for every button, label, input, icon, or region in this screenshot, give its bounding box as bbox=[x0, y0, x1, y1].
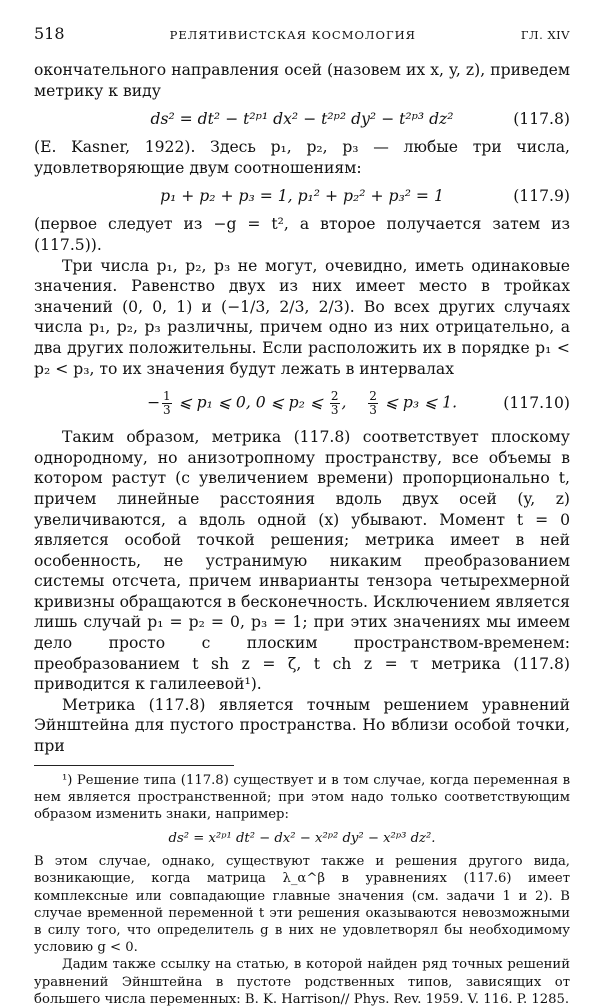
running-head bbox=[34, 24, 570, 46]
book-page bbox=[34, 24, 570, 1008]
equation-number: (117.8) bbox=[513, 109, 570, 128]
chapter-title: РЕЛЯТИВИСТСКАЯ КОСМОЛОГИЯ bbox=[169, 28, 416, 42]
eq-part: − bbox=[146, 393, 161, 412]
equation-117-10 bbox=[34, 379, 570, 427]
page-number: 518 bbox=[34, 24, 65, 43]
equation-body: ds² = dt² − t²ᵖ¹ dx² − t²ᵖ² dy² − t²ᵖ³ dz² bbox=[150, 109, 454, 128]
paragraph: Метрика (117.8) является точным решением уравнений Эйнштейна для пустого пространства. Но вблизи особой точки, при bbox=[34, 695, 570, 756]
equation-body bbox=[147, 390, 457, 417]
equation-117-8 bbox=[34, 101, 570, 137]
eq-part: , bbox=[341, 393, 347, 412]
footnote-paragraph: В этом случае, однако, существуют также и решения другого вида, возникающие, когда матрица λ_α^β в уравнениях (117.6) имеет комплексные или совпадающие главные значения (см. задачи 1 и 2). В случае временной переменной t эти решения оказываются невозможными в силу того, что определитель g в них не удовлетворял бы необходимому условию g < 0. bbox=[34, 854, 570, 956]
paragraph: окончательного направления осей (назовем их x, y, z), приведем метрику к виду bbox=[34, 61, 570, 100]
fraction-one-third: $\frac{1}{3}$ bbox=[163, 388, 171, 417]
footnote-paragraph: Дадим также ссылку на статью, в которой найден ряд точных решений уравнений Эйнштейна в пустоте родственных типов, зависящих от большего числа переменных: B. K. Harrison// Phys. Rev. 1959. V. 116. P. 1285. bbox=[34, 957, 570, 1007]
equation-117-9 bbox=[34, 178, 570, 214]
fraction-two-thirds: $\frac{2}{3}$ bbox=[369, 388, 377, 417]
equation-body: ds² = x²ᵖ¹ dt² − dx² − x²ᵖ² dy² − x²ᵖ³ dz². bbox=[168, 830, 436, 846]
paragraph: Таким образом, метрика (117.8) соответствует плоскому однородному, но анизотропному пространству, все объемы в котором растут (с увеличением времени) пропорционально t, причем линейные расстояния вдоль двух осей (y, z) увеличиваются, а вдоль одной (x) убывают. Момент t = 0 является особой точкой решения; метрика имеет в ней особенность, не устранимую никаким преобразованием системы отсчета, причем инварианты тензора четырехмерной кривизны обращаются в бесконечность. Исключением является лишь случай p₁ = p₂ = 0, p₃ = 1; при этих значениях мы имеем дело просто с плоским пространством-временем: преобразованием t sh z = ζ, t ch z = τ метрика (117.8) приводится к галилеевой¹). bbox=[34, 428, 570, 694]
footnote-paragraph: ¹) Решение типа (117.8) существует и в том случае, когда переменная в нем является пространственной; при этом надо только соответствующим образом изменить знаки, например: bbox=[34, 772, 570, 823]
paragraph: Три числа p₁, p₂, p₃ не могут, очевидно, иметь одинаковые значения. Равенство двух из них имеет место в тройках значений (0, 0, 1) и (−1/3, 2/3, 2/3). Во всех других случаях числа p₁, p₂, p₃ различны, причем одно из них отрицательно, а два других положительны. Если расположить их в порядке p₁ < p₂ < p₃, то их значения будут лежать в интервалах bbox=[34, 256, 570, 378]
equation-number: (117.10) bbox=[503, 393, 570, 412]
fraction-two-thirds: $\frac{2}{3}$ bbox=[330, 388, 339, 417]
eq-part: ⩽ p₃ ⩽ 1. bbox=[384, 393, 458, 412]
body-text bbox=[34, 60, 570, 757]
footnote bbox=[34, 772, 570, 1008]
paragraph: (E. Kasner, 1922). Здесь p₁, p₂, p₃ — любые три числа, удовлетворяющие двум соотношениям: bbox=[34, 138, 570, 177]
chapter-number: ГЛ. XIV bbox=[520, 28, 570, 42]
footnote-equation bbox=[34, 823, 570, 853]
footnote-rule bbox=[34, 765, 234, 766]
eq-part: ⩽ p₁ ⩽ 0, 0 ⩽ p₂ ⩽ bbox=[178, 393, 323, 412]
equation-body: p₁ + p₂ + p₃ = 1, p₁² + p₂² + p₃² = 1 bbox=[160, 187, 444, 206]
equation-number: (117.9) bbox=[513, 187, 570, 206]
paragraph: (первое следует из −g = t², а второе получается затем из (117.5)). bbox=[34, 215, 570, 254]
